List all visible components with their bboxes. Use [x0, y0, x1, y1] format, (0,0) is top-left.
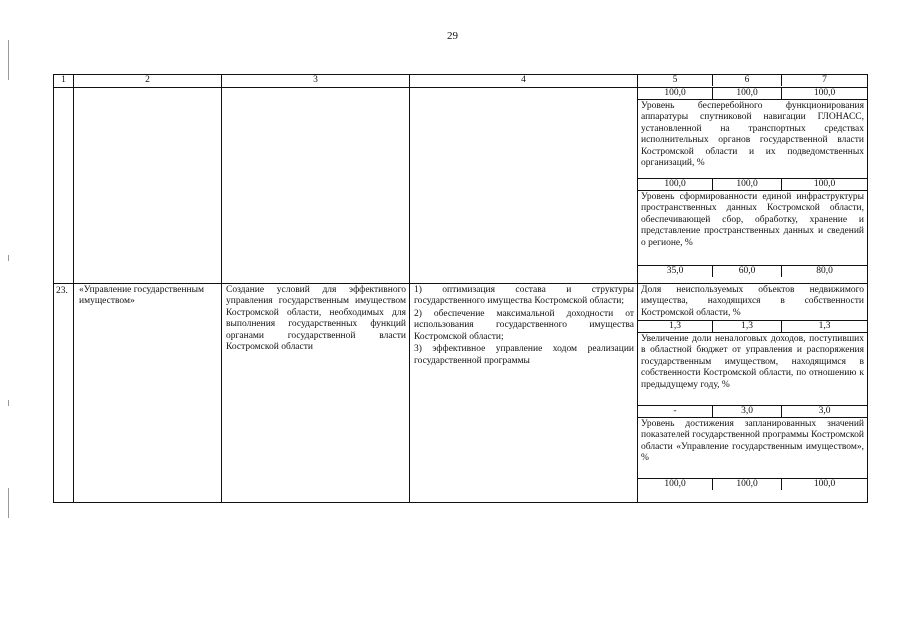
- values-row: [638, 178, 867, 191]
- task-item: 1) оптимизация состава и структуры государственного имущества Костромской области;: [414, 284, 634, 306]
- value-col7: 80,0: [816, 265, 833, 276]
- indicators-cell: [638, 87, 868, 283]
- value-col7: 100,0: [813, 478, 836, 489]
- value-col7: 3,0: [818, 405, 831, 416]
- header-col-2: 2: [74, 75, 222, 88]
- task-item: 2) обеспечение максимальной доходности от использования государственного имущества Костромской области;: [414, 308, 634, 342]
- row-number-text: 23.: [56, 285, 68, 296]
- tasks-cell: [410, 283, 638, 503]
- cell-empty: [410, 87, 638, 283]
- task-item: 3) эффективное управление ходом реализации государственной программы: [414, 344, 634, 366]
- value-col7: 100,0: [813, 87, 836, 98]
- indicator-text: Увеличение доли неналоговых доходов, поступивших в областной бюджет от управления и распоряжения государственным имуществом, находящимся в собственности Костромской области, по отношению к предыдущему году, %: [641, 333, 864, 390]
- value-col6: 60,0: [713, 266, 782, 277]
- scan-mark: [8, 40, 9, 80]
- value-col6: 100,0: [713, 479, 782, 490]
- indicator-text: Уровень сформированности единой инфраструктуры пространственных данных Костромской области, обеспечивающей сбор, обработку, хранение и представление пространственных данных и сведений о регионе, %: [641, 191, 864, 248]
- value-col6: 3,0: [713, 406, 782, 417]
- table-row: [54, 283, 868, 503]
- scan-mark: [8, 255, 9, 261]
- values-row: [638, 88, 867, 100]
- table-header-row: [54, 75, 868, 88]
- value-col5: 100,0: [638, 179, 713, 190]
- indicator-text: Уровень бесперебойного функционирования аппаратуры спутниковой навигации ГЛОНАСС, установленной на транспортных средствах исполнительных органов государственной власти Костромской области и их подведомственных организаций, %: [641, 100, 864, 168]
- header-col-6: 6: [713, 75, 782, 86]
- header-col-5: 5: [638, 75, 713, 86]
- header-cols-5-7: [638, 75, 868, 88]
- value-col6: 1,3: [713, 321, 782, 332]
- value-col5: -: [638, 406, 713, 417]
- row-number: [54, 283, 74, 503]
- value-col5: 1,3: [638, 321, 713, 332]
- value-col7: 1,3: [818, 320, 831, 331]
- indicator-text: Уровень достижения запланированных значений показателей государственной программы Костромской области «Управление государственным имуществом», %: [641, 418, 864, 463]
- header-col-1: 1: [54, 75, 74, 88]
- scan-mark: [8, 488, 9, 518]
- cell-empty: [222, 87, 410, 283]
- program-name-cell: [74, 283, 222, 503]
- program-goal: Создание условий для эффективного управления государственным имуществом Костромской области, необходимых для выполнения государственных функций органами государственной власти Костромской области: [226, 284, 406, 352]
- table-row: [54, 87, 868, 283]
- cell-empty: [74, 87, 222, 283]
- value-col5: 35,0: [638, 266, 713, 277]
- values-row: [638, 405, 867, 418]
- program-name: «Управление государственным имуществом»: [79, 284, 205, 306]
- value-col5: 100,0: [638, 479, 713, 490]
- scan-mark: [8, 400, 9, 406]
- value-col7: 100,0: [813, 178, 836, 189]
- header-col-7: 7: [822, 75, 827, 85]
- program-table: [53, 74, 868, 503]
- indicator-text: Доля неиспользуемых объектов недвижимого имущества, находящихся в собственности Костромской области, %: [641, 284, 864, 318]
- values-row: [638, 265, 867, 277]
- header-col-4: 4: [410, 75, 638, 88]
- value-col5: 100,0: [638, 88, 713, 99]
- value-col6: 100,0: [713, 179, 782, 190]
- cell-empty: [54, 87, 74, 283]
- indicators-cell: [638, 283, 868, 503]
- goal-cell: [222, 283, 410, 503]
- values-row: [638, 478, 867, 490]
- value-col6: 100,0: [713, 88, 782, 99]
- values-row: [638, 320, 867, 333]
- header-col-3: 3: [222, 75, 410, 88]
- page-number: 29: [447, 30, 458, 42]
